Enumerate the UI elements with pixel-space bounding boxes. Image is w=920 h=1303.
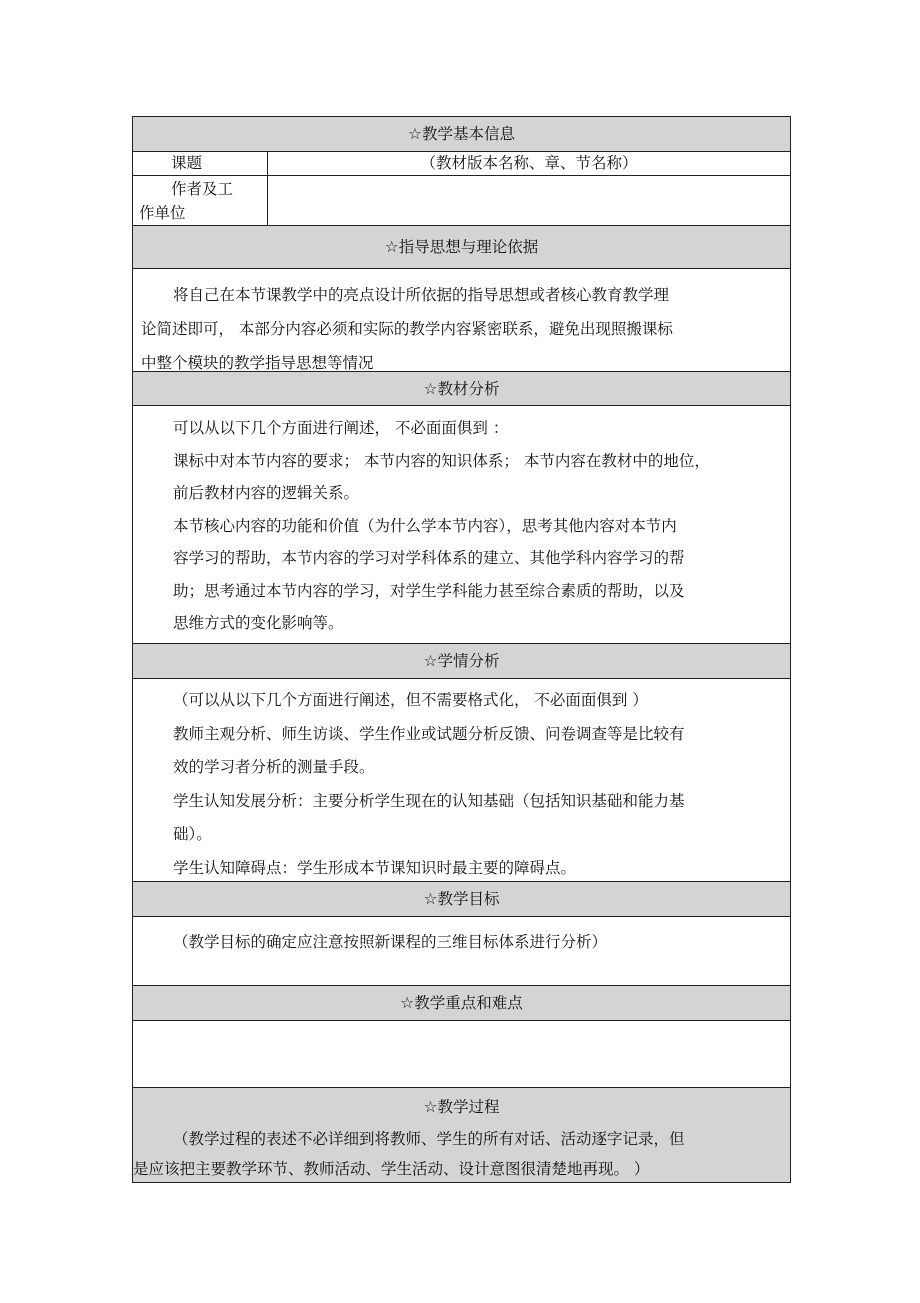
text-line: 容学习的帮助，本节内容的学习对学科体系的建立、其他学科内容学习的帮 <box>173 549 685 567</box>
text-line: 效的学习者分析的测量手段。 <box>173 758 375 776</box>
text-line: 将自己在本节课教学中的亮点设计所依据的指导思想或者核心教育教学理 <box>173 286 670 304</box>
section-title: ☆教学过程 <box>423 1098 500 1116</box>
text-line: 论简述即可， 本部分内容必须和实际的教学内容紧密联系，避免出现照搬课标 <box>141 320 673 338</box>
author-row <box>133 176 790 226</box>
text-line: （教学目标的确定应注意按照新课程的三维目标体系进行分析） <box>173 933 608 951</box>
section-title: ☆教学基本信息 <box>408 125 515 143</box>
text-line: 是应该把主要教学环节、教师活动、学生活动、设计意图很清楚地再现。 ） <box>133 1160 650 1178</box>
goals-content <box>133 917 790 986</box>
author-label-line: 作者及工 <box>171 180 234 198</box>
section-header-learner <box>133 644 790 679</box>
text-line: 学生认知障碍点：学生形成本节课知识时最主要的障碍点。 <box>173 858 577 877</box>
topic-label: 课题 <box>133 152 268 175</box>
lesson-plan-table <box>132 116 791 1183</box>
author-label-line: 作单位 <box>139 204 186 222</box>
guiding-content <box>133 269 790 372</box>
text-line: 中整个模块的教学指导思想等情况 <box>141 354 374 372</box>
topic-value[interactable]: （教材版本名称、章、节名称） <box>420 154 638 172</box>
text-line: 教师主观分析、师生访谈、学生作业或试题分析反馈、问卷调查等是比较有 <box>173 724 685 743</box>
text-line: 助；思考通过本节内容的学习，对学生学科能力甚至综合素质的帮助，以及 <box>173 581 685 600</box>
keypoints-content <box>133 1021 790 1088</box>
text-line: 思维方式的变化影响等。 <box>173 614 344 632</box>
author-value[interactable] <box>268 176 790 225</box>
text-line: 前后教材内容的逻辑关系。 <box>173 484 360 502</box>
text-line: 学生认知发展分析：主要分析学生现在的认知基础（包括知识基础和能力基 <box>173 791 685 810</box>
text-line: 课标中对本节内容的要求； 本节内容的知识体系； 本节内容在教材中的地位， <box>173 451 710 470</box>
text-line: （教学过程的表述不必详细到将教师、学生的所有对话、活动逐字记录，但 <box>173 1130 685 1148</box>
topic-row <box>133 152 790 176</box>
section-title: ☆教材分析 <box>423 380 500 398</box>
section-title: ☆教学目标 <box>423 890 500 908</box>
author-label <box>133 176 268 225</box>
text-line: 可以从以下几个方面进行阐述， 不必面面俱到 ： <box>173 419 509 437</box>
section-header-basic-info <box>133 117 790 152</box>
section-header-guiding <box>133 226 790 269</box>
section-header-textbook <box>133 372 790 406</box>
text-line: （可以从以下几个方面进行阐述，但不需要格式化， 不必面面俱到 ） <box>173 691 648 709</box>
section-header-goals <box>133 882 790 917</box>
text-line: 础）。 <box>173 825 212 843</box>
learner-content <box>133 679 790 882</box>
section-header-keypoints <box>133 986 790 1021</box>
section-title: ☆指导思想与理论依据 <box>384 238 539 256</box>
textbook-content <box>133 406 790 644</box>
section-process <box>133 1088 790 1182</box>
text-line: 本节核心内容的功能和价值（为什么学本节内容），思考其他内容对本节内 <box>173 516 677 535</box>
section-title: ☆教学重点和难点 <box>400 994 523 1012</box>
section-title: ☆学情分析 <box>423 652 500 670</box>
